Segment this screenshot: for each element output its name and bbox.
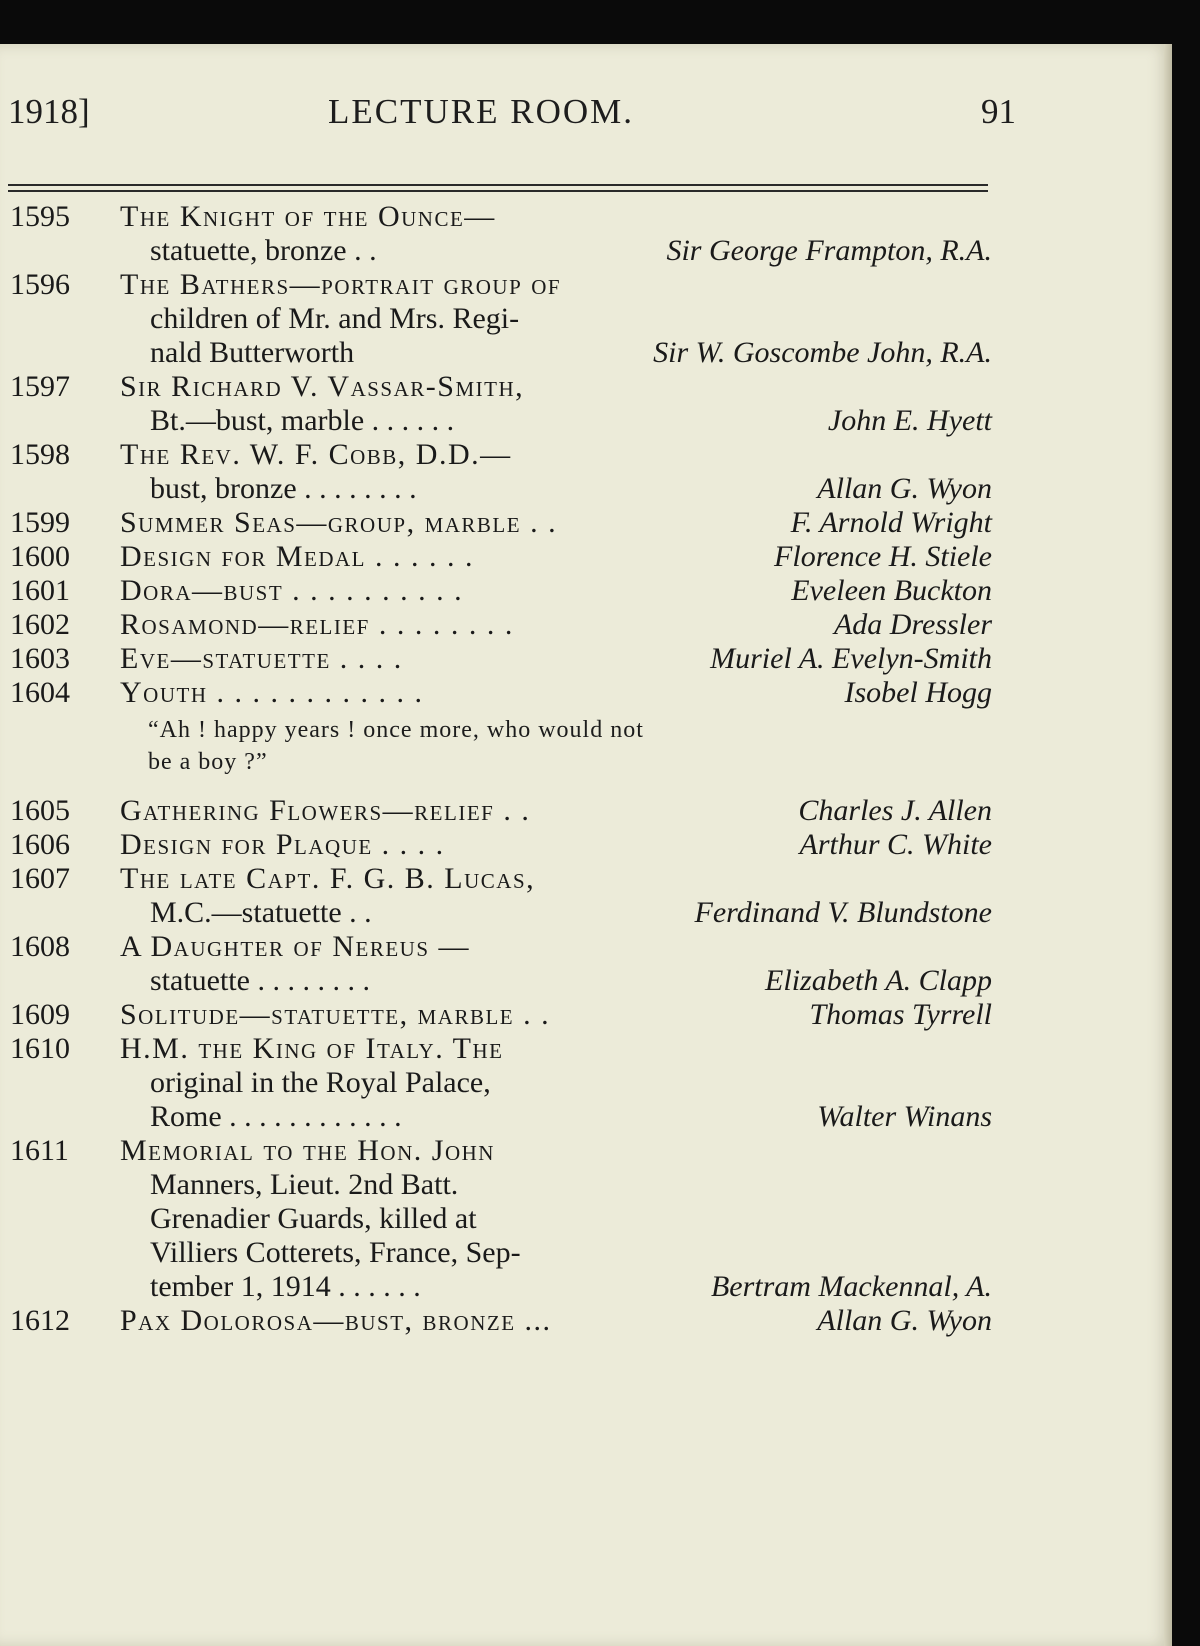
entry-title: Pax Dolorosa—bust, bronze ... <box>120 1304 552 1337</box>
entry-description: tember 1, 1914 . . . . . . <box>150 1270 421 1303</box>
catalogue-entry <box>0 540 1000 574</box>
catalogue-entry <box>0 438 1000 506</box>
entry-description: Bt.—bust, marble . . . . . . <box>150 404 455 437</box>
entry-title: Youth . . . . . . . . . . . . <box>120 676 424 709</box>
entry-description: statuette . . . . . . . . <box>150 964 370 997</box>
entry-title: A Daughter of Nereus — <box>120 930 471 963</box>
catalogue-entry <box>0 1134 1000 1304</box>
entry-number: 1604 <box>10 676 70 709</box>
entry-number: 1612 <box>10 1304 70 1337</box>
entry-title: Dora—bust . . . . . . . . . . <box>120 574 464 607</box>
catalogue-entry <box>0 794 1000 828</box>
entry-number: 1607 <box>10 862 70 895</box>
entry-line <box>120 964 992 998</box>
entry-number: 1595 <box>10 200 70 233</box>
catalogue-entry <box>0 676 1000 710</box>
artist-name: Ferdinand V. Blundstone <box>694 896 992 929</box>
entry-title: The Knight of the Ounce— <box>120 200 496 233</box>
entry-description: Manners, Lieut. 2nd Batt. <box>150 1168 459 1201</box>
catalogue-entry <box>0 506 1000 540</box>
header-year: 1918] <box>8 92 90 131</box>
entry-line <box>120 336 992 370</box>
entry-line <box>120 828 992 862</box>
catalogue-entry <box>0 268 1000 370</box>
entry-number: 1611 <box>10 1134 69 1167</box>
entry-title: The Rev. W. F. Cobb, D.D.— <box>120 438 512 471</box>
entry-description: Villiers Cotterets, France, Sep- <box>150 1236 521 1269</box>
entry-description: children of Mr. and Mrs. Regi- <box>150 302 520 335</box>
artist-name: Bertram Mackennal, A. <box>710 1270 992 1303</box>
entry-line <box>120 930 992 964</box>
entry-title: Design for Medal . . . . . . <box>120 540 475 573</box>
entry-line <box>120 896 992 930</box>
entry-description: bust, bronze . . . . . . . . <box>150 472 417 505</box>
artist-name: Walter Winans <box>817 1100 992 1133</box>
header-rule-bottom <box>8 190 988 192</box>
artist-name: Elizabeth A. Clapp <box>765 964 992 997</box>
entry-line <box>120 574 992 608</box>
entry-line <box>120 1100 992 1134</box>
artist-name: Ada Dressler <box>833 608 992 641</box>
page-edge <box>1164 44 1172 1646</box>
entry-line <box>120 472 992 506</box>
entry-line <box>120 1032 992 1066</box>
entry-number: 1609 <box>10 998 70 1031</box>
entry-title: Solitude—statuette, marble . . <box>120 998 551 1031</box>
entry-description: M.C.—statuette . . <box>150 896 372 929</box>
entries-block-a <box>0 200 1000 710</box>
page-title: LECTURE ROOM. <box>328 92 634 131</box>
entry-line <box>120 1202 992 1236</box>
entry-description: nald Butterworth <box>150 336 355 369</box>
entry-line <box>120 268 992 302</box>
entry-number: 1597 <box>10 370 70 403</box>
catalogue-entry <box>0 1032 1000 1134</box>
catalogue-entry <box>0 862 1000 930</box>
entry-number: 1599 <box>10 506 70 539</box>
entry-title: Eve—statuette . . . . <box>120 642 403 675</box>
entry-line <box>120 794 992 828</box>
entry-description: Rome . . . . . . . . . . . . <box>150 1100 402 1133</box>
entry-description: original in the Royal Palace, <box>150 1066 491 1099</box>
artist-name: Sir George Frampton, R.A. <box>666 234 992 267</box>
catalogue-entry <box>0 370 1000 438</box>
catalogue-entry <box>0 608 1000 642</box>
entry-line <box>120 1134 992 1168</box>
catalogue-entry <box>0 642 1000 676</box>
entry-line <box>120 1270 992 1304</box>
entry-line <box>120 608 992 642</box>
entry-line <box>120 1168 992 1202</box>
entry-description: statuette, bronze . . <box>150 234 377 267</box>
entry-number: 1600 <box>10 540 70 573</box>
artist-name: Isobel Hogg <box>844 676 992 709</box>
entry-number: 1596 <box>10 268 70 301</box>
entry-line <box>120 998 992 1032</box>
artist-name: Florence H. Stiele <box>774 540 992 573</box>
entry-title: Rosamond—relief . . . . . . . . <box>120 608 514 641</box>
entry-line <box>120 676 992 710</box>
entry-number: 1610 <box>10 1032 70 1065</box>
catalogue-entry <box>0 930 1000 998</box>
entry-title: Gathering Flowers—relief . . <box>120 794 531 827</box>
catalogue-entry <box>0 1304 1000 1338</box>
entry-line <box>120 1304 992 1338</box>
catalogue-entry <box>0 828 1000 862</box>
artist-name: Allan G. Wyon <box>817 1304 992 1337</box>
entry-line <box>120 302 992 336</box>
artist-name: Thomas Tyrrell <box>809 998 992 1031</box>
entry-line <box>120 438 992 472</box>
catalogue-entry <box>0 998 1000 1032</box>
catalogue-entry <box>0 200 1000 268</box>
entry-description: Grenadier Guards, killed at <box>150 1202 477 1235</box>
entry-line <box>120 506 992 540</box>
entry-line <box>120 540 992 574</box>
artist-name: John E. Hyett <box>827 404 992 437</box>
entry-number: 1605 <box>10 794 70 827</box>
entry-title: Summer Seas—group, marble . . <box>120 506 558 539</box>
catalogue-list <box>0 200 1000 1338</box>
artist-name: Allan G. Wyon <box>817 472 992 505</box>
entry-number: 1598 <box>10 438 70 471</box>
header-rule-top <box>8 184 988 186</box>
entries-block-b <box>0 794 1000 1338</box>
entry-line <box>120 404 992 438</box>
page-number: 91 <box>981 92 1016 131</box>
entry-title: The Bathers—portrait group of <box>120 268 562 301</box>
entry-title: Sir Richard V. Vassar-Smith, <box>120 370 525 403</box>
artist-name: F. Arnold Wright <box>790 506 992 539</box>
entry-line <box>120 370 992 404</box>
entry-title: The late Capt. F. G. B. Lucas, <box>120 862 536 895</box>
entry-line <box>120 1066 992 1100</box>
entry-line <box>120 234 992 268</box>
entry-line <box>120 642 992 676</box>
artist-name: Arthur C. White <box>799 828 992 861</box>
artist-name: Muriel A. Evelyn-Smith <box>710 642 992 675</box>
entry-line <box>120 200 992 234</box>
artist-name: Sir W. Goscombe John, R.A. <box>653 336 992 369</box>
entry-title: Memorial to the Hon. John <box>120 1134 495 1167</box>
epigraph-quote: “Ah ! happy years ! once more, who would not be a boy ?” <box>148 717 644 775</box>
entry-number: 1606 <box>10 828 70 861</box>
entry-title: H.M. the King of Italy. The <box>120 1032 504 1065</box>
entry-line <box>120 862 992 896</box>
entry-line <box>120 1236 992 1270</box>
entry-title: Design for Plaque . . . . <box>120 828 445 861</box>
catalogue-entry <box>0 574 1000 608</box>
entry-number: 1601 <box>10 574 70 607</box>
entry-number: 1603 <box>10 642 70 675</box>
artist-name: Eveleen Buckton <box>791 574 992 607</box>
running-head <box>8 92 1016 136</box>
entry-number: 1602 <box>10 608 70 641</box>
artist-name: Charles J. Allen <box>798 794 992 827</box>
entry-number: 1608 <box>10 930 70 963</box>
